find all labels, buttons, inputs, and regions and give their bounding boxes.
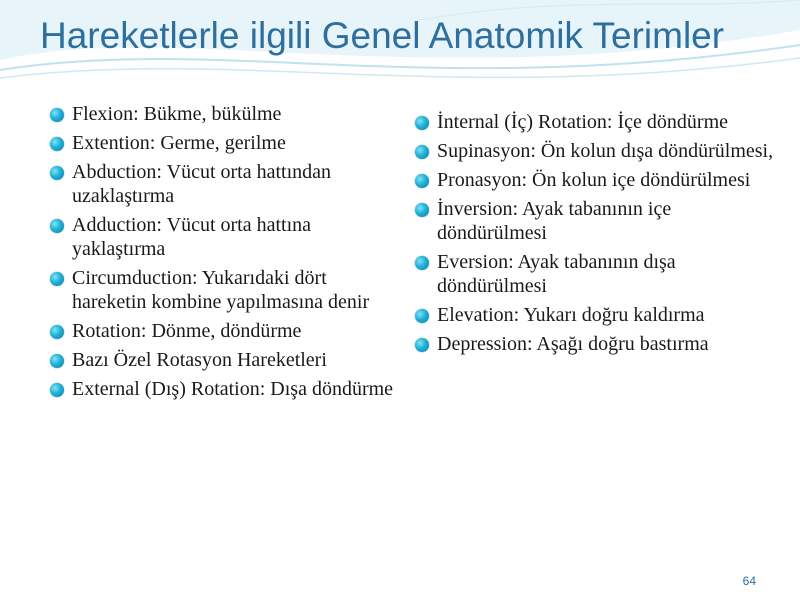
round-bullet-icon	[415, 116, 429, 130]
list-item	[415, 332, 775, 356]
list-item	[50, 348, 395, 372]
round-bullet-icon	[50, 325, 64, 339]
list-item-text: Pronasyon: Ön kolun içe döndürülmesi	[437, 169, 751, 191]
round-bullet-icon	[50, 108, 64, 122]
list-item	[415, 168, 775, 192]
list-item	[50, 131, 395, 155]
round-bullet-icon	[415, 145, 429, 159]
list-item	[415, 110, 775, 134]
round-bullet-icon	[415, 338, 429, 352]
list-item-text: İnternal (İç) Rotation: İçe döndürme	[437, 111, 728, 133]
list-item-text: Extention: Germe, gerilme	[72, 132, 286, 154]
round-bullet-icon	[50, 383, 64, 397]
round-bullet-icon	[415, 309, 429, 323]
list-item	[415, 197, 775, 245]
list-item	[50, 102, 395, 126]
list-item	[415, 303, 775, 327]
page-number: 64	[742, 574, 756, 588]
round-bullet-icon	[415, 203, 429, 217]
list-item-text: Eversion: Ayak tabanının dışa döndürülmesi	[437, 251, 676, 297]
list-item	[50, 266, 395, 314]
left-term-list	[50, 102, 395, 406]
list-item-text: İnversion: Ayak tabanının içe döndürülmesi	[437, 198, 672, 244]
list-item-text: Adduction: Vücut orta hattına yaklaştırma	[72, 214, 312, 260]
list-item-text: Circumduction: Yukarıdaki dört hareketin kombine yapılmasına denir	[72, 267, 370, 313]
slide-title: Hareketlerle ilgili Genel Anatomik Terimler	[40, 15, 725, 56]
list-item	[50, 319, 395, 343]
list-item	[50, 160, 395, 208]
list-item-text: Elevation: Yukarı doğru kaldırma	[437, 304, 705, 326]
round-bullet-icon	[50, 219, 64, 233]
list-item-text: External (Dış) Rotation: Dışa döndürme	[72, 378, 394, 400]
list-item	[50, 377, 395, 401]
list-item	[415, 139, 775, 163]
list-item-text: Abduction: Vücut orta hattından uzaklaştırma	[72, 161, 332, 207]
round-bullet-icon	[50, 354, 64, 368]
round-bullet-icon	[50, 166, 64, 180]
list-item	[415, 250, 775, 298]
list-item-text: Flexion: Bükme, bükülme	[72, 103, 282, 125]
list-item-text: Supinasyon: Ön kolun dışa döndürülmesi,	[437, 140, 774, 162]
right-term-list	[415, 110, 775, 361]
round-bullet-icon	[415, 174, 429, 188]
list-item	[50, 213, 395, 261]
list-item-text: Bazı Özel Rotasyon Hareketleri	[72, 349, 327, 371]
list-item-text: Depression: Aşağı doğru bastırma	[437, 333, 709, 355]
list-item-text: Rotation: Dönme, döndürme	[72, 320, 302, 342]
round-bullet-icon	[415, 256, 429, 270]
round-bullet-icon	[50, 137, 64, 151]
round-bullet-icon	[50, 272, 64, 286]
